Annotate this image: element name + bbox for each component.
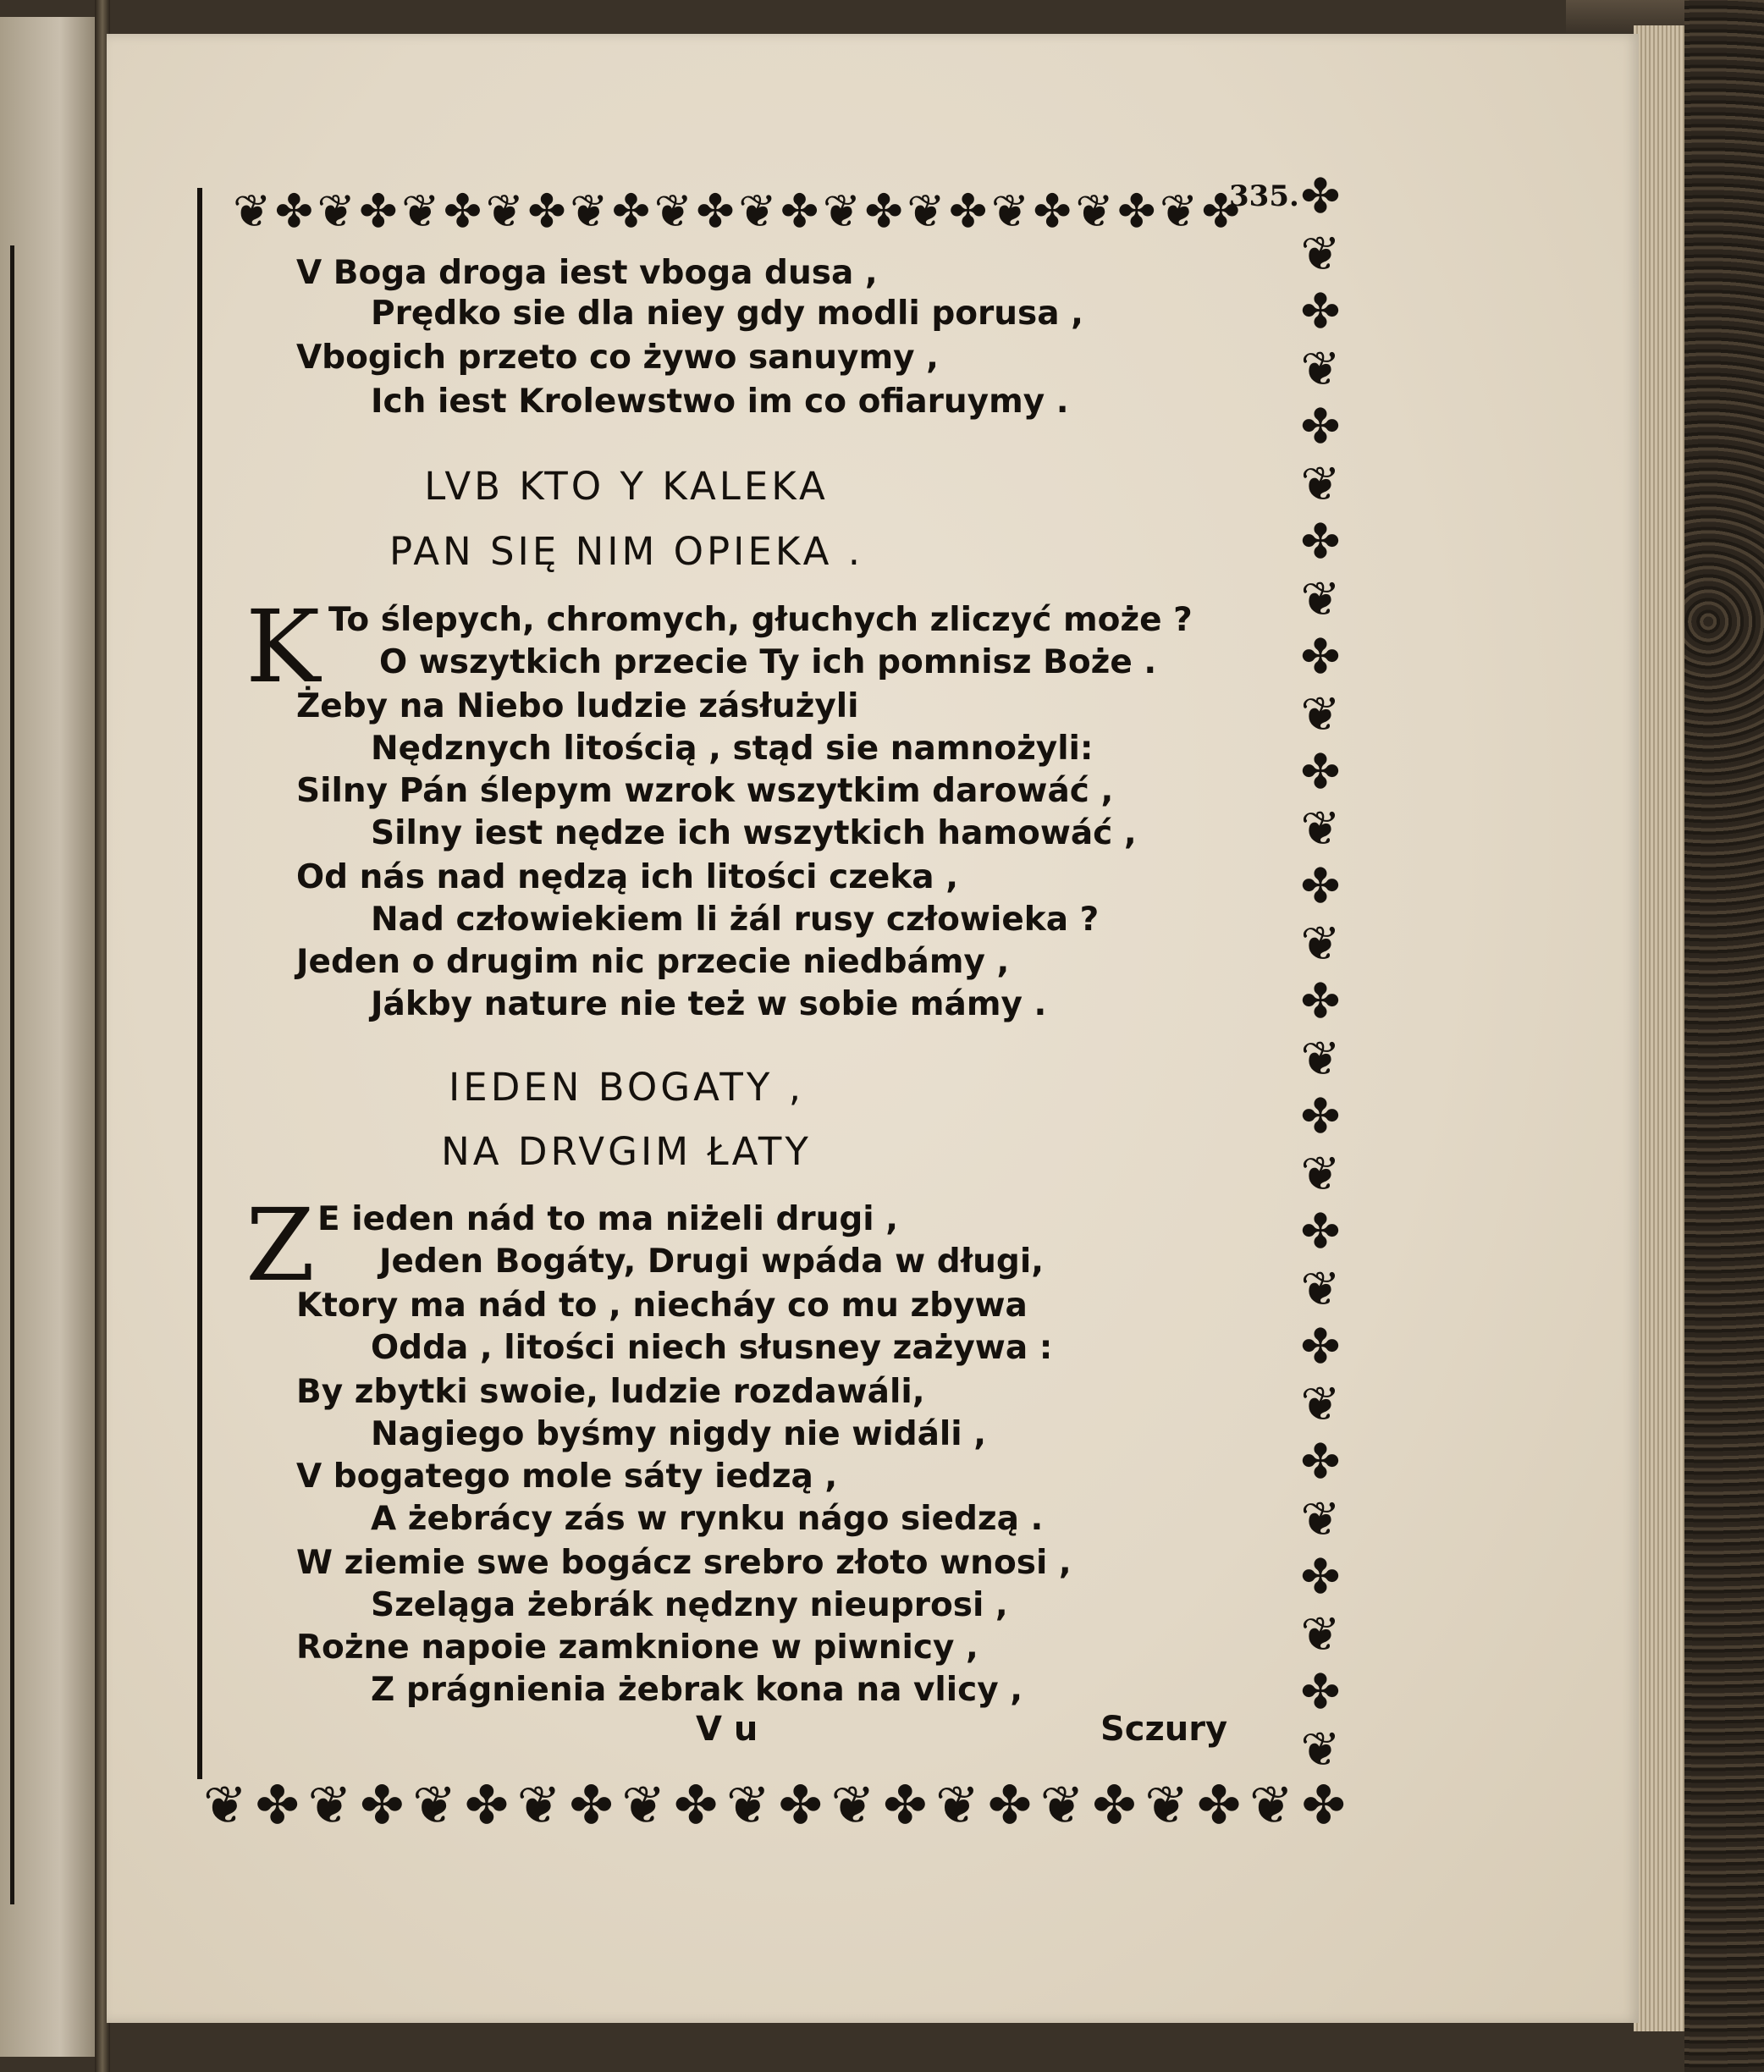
ornament-top-border: ❦ ✤ ❦ ✤ ❦ ✤ ❦ ✤ ❦ ✤ ❦ ✤ ❦ ✤ ❦ ✤ ❦ ✤ ❦ ✤ ❦ ✤ ❦ ✤ (233, 185, 1240, 238)
verse-line: Żeby na Niebo ludzie zásłużyli (296, 687, 859, 725)
verse-line: Odda , litości niech słusney zażywa : (371, 1329, 1053, 1367)
verse-line: W ziemie swe bogácz srebro złoto wnosi , (296, 1544, 1072, 1582)
section-heading: LVB KTO Y KALEKA (424, 464, 829, 509)
verse-line: E ieden nád to ma niżeli drugi , (317, 1200, 899, 1238)
verse-line: Rożne napoie zamknione w piwnicy , (296, 1628, 978, 1667)
catchword: Sczury (1100, 1710, 1228, 1749)
section-heading: PAN SIĘ NIM OPIEKA . (389, 529, 863, 574)
verse-line: Ktory ma nád to , niecháy co mu zbywa (296, 1287, 1028, 1325)
signature-mark: V u (696, 1710, 758, 1749)
verse-line: O wszytkich przecie Ty ich pomnisz Boże . (379, 643, 1157, 681)
verse-line: Jeden Bogáty, Drugi wpáda w długi, (379, 1243, 1045, 1281)
section-heading: IEDEN BOGATY , (449, 1065, 804, 1110)
verse-line: To ślepych, chromych, głuchych zliczyć może ? (328, 601, 1193, 639)
verse-line: Z prágnienia żebrak kona na vlicy , (371, 1671, 1023, 1709)
verse-line: By zbytki swoie, ludzie rozdawáli, (296, 1373, 925, 1411)
page-number: 335. (1229, 179, 1299, 213)
verse-line: Jákby nature nie też w sobie mámy . (371, 985, 1047, 1023)
left-page-edge (0, 17, 100, 2057)
frame-left-rule (197, 188, 202, 1779)
verse-line: Szeląga żebrák nędzny nieuprosi , (371, 1586, 1008, 1624)
verse-line: Silny Pán ślepym wzrok wszytkim darowáć , (296, 772, 1114, 810)
verse-line: Nędznych litością , stąd sie namnożyli: (371, 730, 1094, 768)
drop-cap: K (245, 588, 321, 705)
drop-cap: Z (245, 1187, 315, 1303)
verse-line: V Boga droga iest vboga dusa , (296, 254, 878, 292)
left-page-rule (10, 245, 14, 1904)
ornament-bottom-border: ❦ ✤ ❦ ✤ ❦ ✤ ❦ ✤ ❦ ✤ ❦ ✤ ❦ ✤ ❦ ✤ ❦ ✤ ❦ ✤ ❦ ✤ (203, 1774, 1346, 1836)
verse-line: Nad człowiekiem li żál rusy człowieka ? (371, 901, 1100, 939)
section-heading: NA DRVGIM ŁATY (441, 1129, 812, 1174)
verse-line: A żebrácy zás w rynku nágo siedzą . (371, 1500, 1044, 1538)
verse-line: Od nás nad nędzą ich litości czeka , (296, 858, 959, 896)
verse-line: Ich iest Krolewstwo im co ofiaruymy . (371, 383, 1069, 421)
verse-line: Jeden o drugim nic przecie niedbámy , (296, 943, 1010, 981)
book-cover (1684, 0, 1764, 2072)
verse-line: V bogatego mole sáty iedzą , (296, 1458, 838, 1496)
verse-line: Vbogich przeto co żywo sanuymy , (296, 339, 939, 377)
verse-line: Silny iest nędze ich wszytkich hamowáć , (371, 814, 1137, 852)
verse-line: Prędko sie dla niey gdy modli porusa , (371, 295, 1083, 333)
verse-line: Nagiego byśmy nigdy nie widáli , (371, 1415, 987, 1453)
ornament-right-border: ✤ ❦ ✤ ❦ ✤ ❦ ✤ ❦ ✤ ❦ ✤ ❦ ✤ ❦ ✤ ❦ ✤ ❦ ✤ ❦ ✤ ❦ ✤ ❦ ✤ ❦ ✤ ❦ (1300, 169, 1341, 1777)
